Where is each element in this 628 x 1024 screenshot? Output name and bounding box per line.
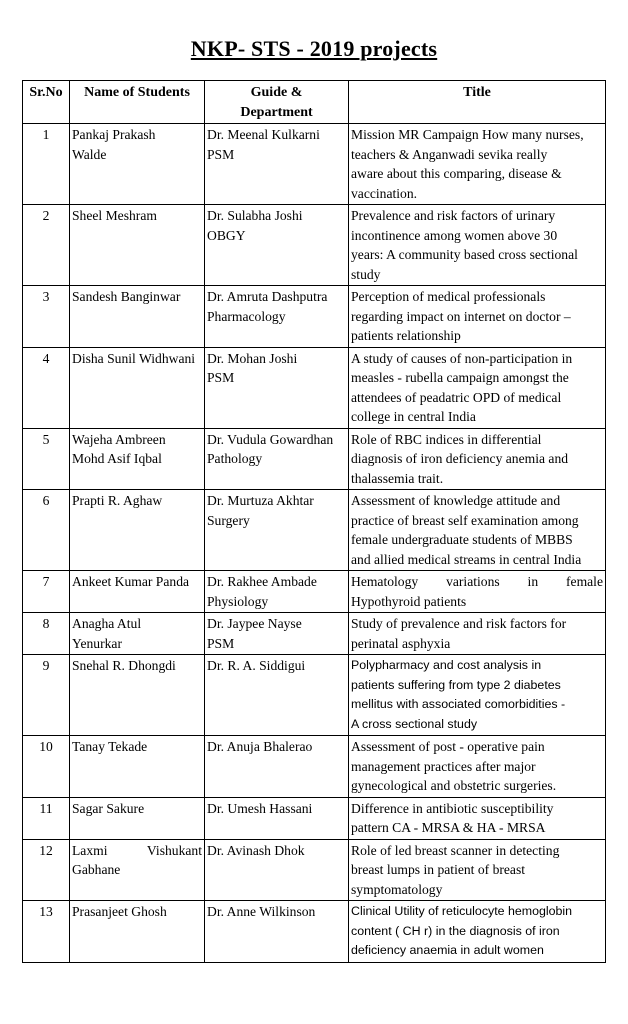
cell-project-title <box>349 286 606 348</box>
cell-guide-department <box>205 655 349 736</box>
department-name: PSM <box>207 635 235 651</box>
guide-name: Dr. Jaypee Nayse <box>207 616 302 631</box>
department-name: PSM <box>207 146 235 162</box>
project-title-line: and allied medical streams in central India <box>351 551 582 567</box>
guide-name: Dr. Umesh Hassani <box>207 800 313 816</box>
cell-student-name <box>70 428 205 490</box>
cell-student-name <box>70 205 205 286</box>
cell-student-name <box>70 490 205 571</box>
project-title-line: A cross sectional study <box>351 716 478 731</box>
cell-sr-no: 5 <box>23 428 70 490</box>
cell-guide-department <box>205 286 349 348</box>
project-title-line: Prevalence and risk factors of urinary <box>351 208 556 223</box>
cell-guide-department <box>205 839 349 901</box>
project-title-line: Perception of medical professionals <box>351 289 546 304</box>
cell-sr-no: 12 <box>23 839 70 901</box>
project-title-line: patients suffering from type 2 diabetes <box>351 677 561 692</box>
project-title-line: Hypothyroid patients <box>351 593 467 609</box>
project-title-line: aware about this comparing, disease & <box>351 166 562 181</box>
student-name-line: Gabhane <box>72 862 121 877</box>
project-title-line: Clinical Utility of reticulocyte hemoglobin <box>351 904 573 918</box>
cell-student-name <box>70 736 205 798</box>
cell-student-name <box>70 571 205 613</box>
header-title: Title <box>349 81 606 124</box>
student-name-line: Laxmi Vishukant <box>72 842 202 858</box>
project-title-line: teachers & Anganwadi sevika really <box>351 146 548 162</box>
project-title-line: study <box>351 266 381 282</box>
department-name: OBGY <box>207 227 246 243</box>
cell-guide-department <box>205 428 349 490</box>
cell-project-title <box>349 736 606 798</box>
project-title-line: vaccination. <box>351 185 418 201</box>
cell-guide-department <box>205 613 349 655</box>
department-name: PSM <box>207 370 235 385</box>
table-row <box>23 571 606 613</box>
department-name: Pharmacology <box>207 308 286 324</box>
table-row <box>23 797 606 839</box>
project-title-line: pattern CA - MRSA & HA - MRSA <box>351 820 546 835</box>
student-name-line: Anagha Atul <box>72 616 142 631</box>
table-row <box>23 839 606 901</box>
project-title-line: Difference in antibiotic susceptibility <box>351 800 554 816</box>
project-title-line: management practices after major <box>351 758 536 774</box>
projects-table <box>22 80 606 963</box>
cell-project-title <box>349 613 606 655</box>
cell-guide-department <box>205 347 349 428</box>
project-title-line: Role of led breast scanner in detecting <box>351 842 560 858</box>
cell-student-name <box>70 124 205 205</box>
cell-guide-department <box>205 205 349 286</box>
table-row <box>23 613 606 655</box>
project-title-line: patients relationship <box>351 328 461 343</box>
project-title-line: practice of breast self examination among <box>351 512 579 528</box>
cell-sr-no: 3 <box>23 286 70 348</box>
cell-guide-department <box>205 571 349 613</box>
student-name-line: Sandesh Banginwar <box>72 289 181 304</box>
table-row <box>23 901 606 963</box>
project-title-line: attendees of peadatric OPD of medical <box>351 389 562 405</box>
student-name-line: Sheel Meshram <box>72 208 157 223</box>
project-title-line: regarding impact on internet on doctor – <box>351 308 571 324</box>
table-body <box>23 124 606 963</box>
header-guide-department <box>205 81 349 124</box>
project-title-line: Polypharmacy and cost analysis in <box>351 658 542 672</box>
guide-name: Dr. Rakhee Ambade <box>207 574 317 589</box>
guide-name: Dr. R. A. Siddigui <box>207 658 306 673</box>
guide-name: Dr. Anuja Bhalerao <box>207 739 313 754</box>
cell-student-name <box>70 901 205 963</box>
project-title-line: years: A community based cross sectional <box>351 247 578 262</box>
cell-project-title <box>349 655 606 736</box>
cell-project-title <box>349 428 606 490</box>
guide-name: Dr. Anne Wilkinson <box>207 904 316 919</box>
cell-project-title <box>349 839 606 901</box>
cell-project-title <box>349 347 606 428</box>
student-name-line: Mohd Asif Iqbal <box>72 451 162 466</box>
guide-name: Dr. Vudula Gowardhan <box>207 431 334 447</box>
student-name-line: Walde <box>72 146 107 162</box>
project-title-line: thalassemia trait. <box>351 470 444 486</box>
cell-project-title <box>349 124 606 205</box>
cell-student-name <box>70 655 205 736</box>
cell-sr-no: 1 <box>23 124 70 205</box>
department-name: Surgery <box>207 512 250 528</box>
cell-student-name <box>70 347 205 428</box>
student-name-line: Disha Sunil Widhwani <box>72 350 196 366</box>
project-title-line: content ( CH r) in the diagnosis of iron <box>351 923 560 938</box>
cell-guide-department <box>205 901 349 963</box>
project-title-line: female undergraduate students of MBBS <box>351 532 573 547</box>
cell-sr-no: 8 <box>23 613 70 655</box>
cell-guide-department <box>205 124 349 205</box>
project-title-line: deficiency anaemia in adult women <box>351 943 544 957</box>
student-name-line: Snehal R. Dhongdi <box>72 658 176 673</box>
student-name-line: Tanay Tekade <box>72 739 148 754</box>
cell-guide-department <box>205 736 349 798</box>
cell-project-title <box>349 901 606 963</box>
student-name-line: Prasanjeet Ghosh <box>72 904 167 919</box>
project-title-line: Assessment of knowledge attitude and <box>351 493 561 508</box>
student-name-line: Sagar Sakure <box>72 800 145 816</box>
cell-student-name <box>70 839 205 901</box>
project-title-line: gynecological and obstetric surgeries. <box>351 778 557 793</box>
table-header-row <box>23 81 606 124</box>
project-title-line: perinatal asphyxia <box>351 635 451 651</box>
student-name-line: Pankaj Prakash <box>72 127 156 142</box>
header-sr-no: Sr.No <box>23 81 70 124</box>
project-title-line: mellitus with associated comorbidities - <box>351 697 566 711</box>
project-title-line: Mission MR Campaign How many nurses, <box>351 127 584 142</box>
table-row <box>23 736 606 798</box>
cell-sr-no: 9 <box>23 655 70 736</box>
project-title-line: symptomatology <box>351 881 443 897</box>
project-title-line: Hematology variations in female <box>351 574 603 589</box>
cell-project-title <box>349 205 606 286</box>
cell-project-title <box>349 571 606 613</box>
project-title-line: Assessment of post - operative pain <box>351 739 545 754</box>
cell-guide-department <box>205 797 349 839</box>
cell-sr-no: 7 <box>23 571 70 613</box>
project-title-line: diagnosis of iron deficiency anemia and <box>351 451 569 466</box>
guide-name: Dr. Murtuza Akhtar <box>207 493 314 508</box>
guide-name: Dr. Sulabha Joshi <box>207 208 303 223</box>
page-title: NKP- STS - 2019 projects <box>190 36 438 61</box>
student-name-line: Yenurkar <box>72 635 122 651</box>
cell-sr-no: 11 <box>23 797 70 839</box>
guide-name: Dr. Amruta Dashputra <box>207 289 328 304</box>
table-row <box>23 124 606 205</box>
table-row <box>23 655 606 736</box>
header-name-of-students: Name of Students <box>70 81 205 124</box>
project-title-line: A study of causes of non-participation in <box>351 350 573 366</box>
header-guide-line1: Guide & <box>250 85 303 100</box>
project-title-line: college in central India <box>351 409 476 424</box>
guide-name: Dr. Meenal Kulkarni <box>207 127 320 142</box>
table-row <box>23 286 606 348</box>
guide-name: Dr. Mohan Joshi <box>207 350 298 366</box>
project-title-line: measles - rubella campaign amongst the <box>351 370 569 385</box>
cell-sr-no: 2 <box>23 205 70 286</box>
project-title-line: Study of prevalence and risk factors for <box>351 616 567 631</box>
cell-student-name <box>70 797 205 839</box>
cell-sr-no: 13 <box>23 901 70 963</box>
table-row <box>23 205 606 286</box>
department-name: Pathology <box>207 451 263 466</box>
project-title-line: breast lumps in patient of breast <box>351 862 526 877</box>
table-row <box>23 347 606 428</box>
cell-sr-no: 6 <box>23 490 70 571</box>
department-name: Physiology <box>207 593 269 609</box>
guide-name: Dr. Avinash Dhok <box>207 842 305 858</box>
table-row <box>23 428 606 490</box>
cell-project-title <box>349 490 606 571</box>
header-guide-line2: Department <box>240 104 313 120</box>
project-title-line: Role of RBC indices in differential <box>351 431 542 447</box>
student-name-line: Prapti R. Aghaw <box>72 493 163 508</box>
student-name-line: Ankeet Kumar Panda <box>72 574 190 589</box>
cell-student-name <box>70 613 205 655</box>
cell-student-name <box>70 286 205 348</box>
project-title-line: incontinence among women above 30 <box>351 227 558 243</box>
cell-sr-no: 10 <box>23 736 70 798</box>
cell-project-title <box>349 797 606 839</box>
cell-sr-no: 4 <box>23 347 70 428</box>
table-row <box>23 490 606 571</box>
student-name-line: Wajeha Ambreen <box>72 431 166 447</box>
cell-guide-department <box>205 490 349 571</box>
